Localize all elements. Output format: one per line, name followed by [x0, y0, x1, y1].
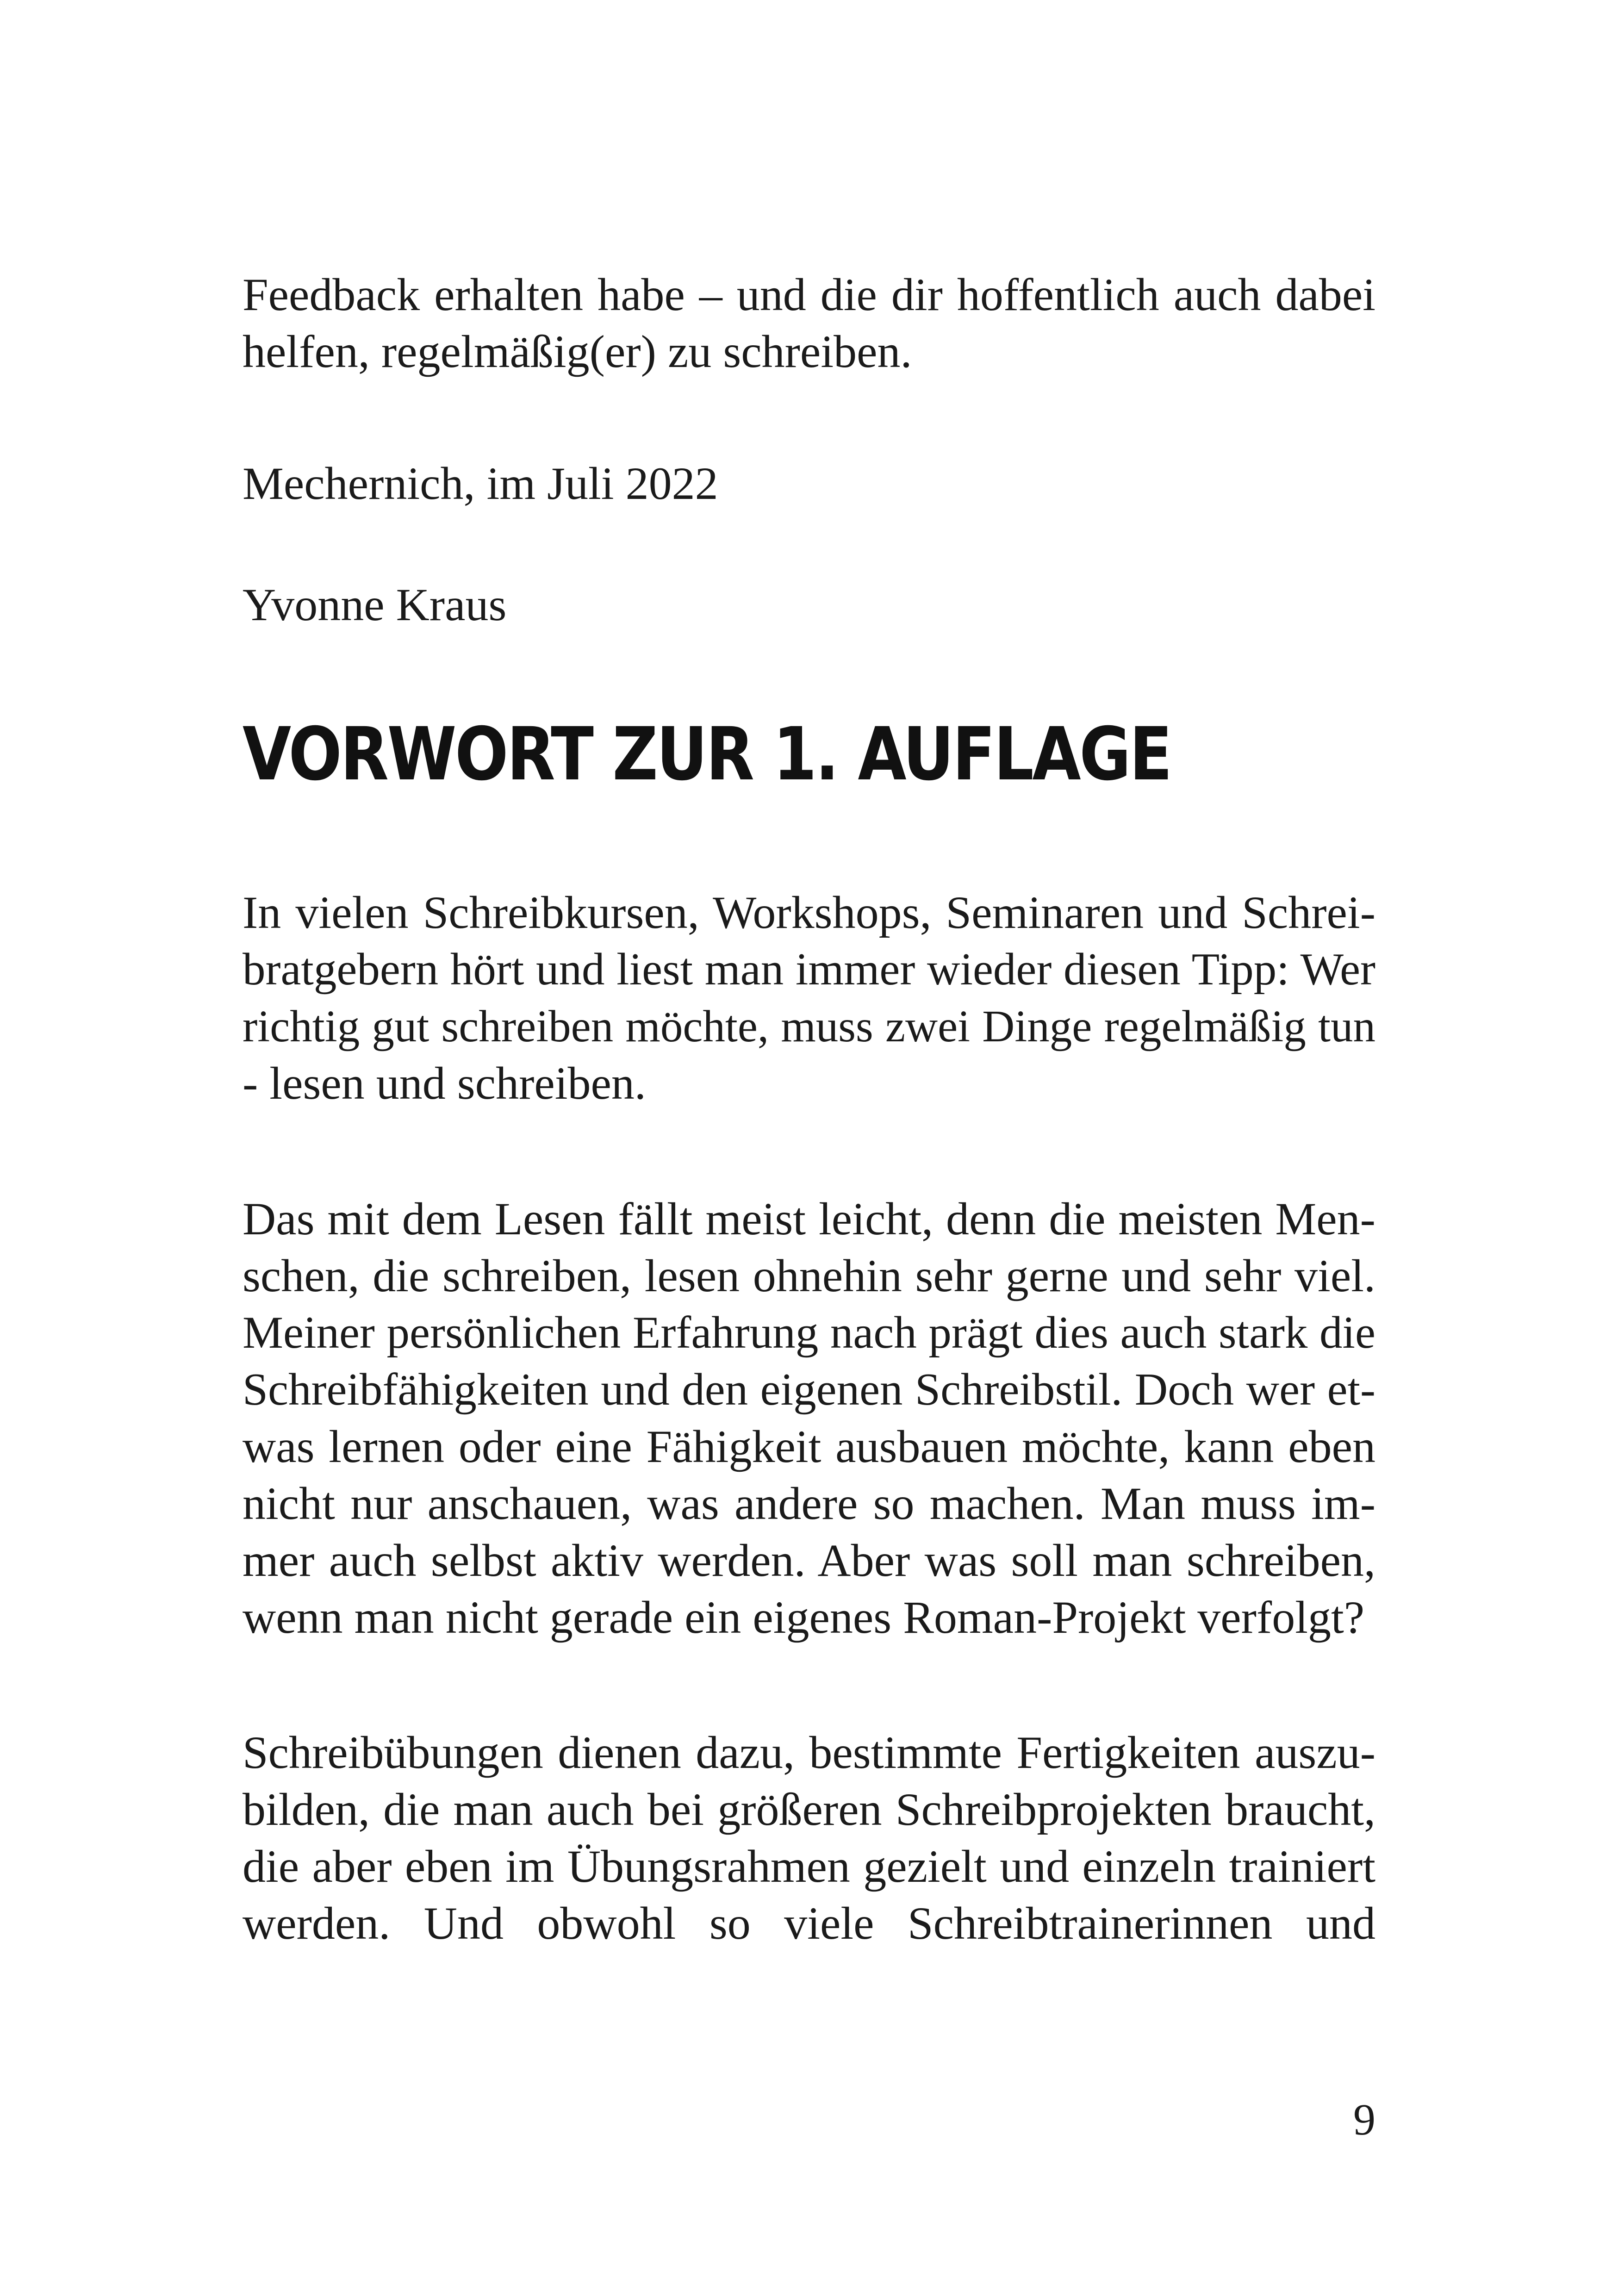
- paragraph-3: [243, 1724, 1375, 1952]
- section-heading: VORWORT ZUR 1. AUFLAGE: [243, 712, 1171, 797]
- place-date: Mechernich, im Juli 2022: [243, 458, 718, 509]
- text-line: was lernen oder eine Fähigkeit ausbauen möchte, kann eben: [243, 1421, 1375, 1472]
- text-line: bratgebern hört und liest man immer wieder diesen Tipp: Wer: [243, 944, 1375, 995]
- paragraph-1: [243, 884, 1375, 1112]
- text-line: - lesen und schreiben.: [243, 1058, 646, 1109]
- paragraph-2: [243, 1190, 1375, 1646]
- text-line: In vielen Schreibkursen, Workshops, Seminaren und Schrei-: [243, 887, 1375, 938]
- text-line: Feedback erhalten habe – und die dir hoffentlich auch dabei: [243, 269, 1375, 320]
- text-line: werden. Und obwohl so viele Schreibtrainerinnen und: [243, 1898, 1375, 1949]
- text-line: richtig gut schreiben möchte, muss zwei Dinge regelmäßig tun: [243, 1002, 1375, 1051]
- text-line: Das mit dem Lesen fällt meist leicht, denn die meisten Men-: [243, 1193, 1375, 1244]
- author-signature: Yvonne Kraus: [243, 579, 507, 630]
- intro-paragraph: [243, 266, 1375, 380]
- text-line: die aber eben im Übungsrahmen gezielt und einzeln trainiert: [243, 1841, 1375, 1892]
- text-line: Schreibfähigkeiten und den eigenen Schreibstil. Doch wer et-: [243, 1364, 1375, 1415]
- text-line: nicht nur anschauen, was andere so machen. Man muss im-: [243, 1478, 1375, 1529]
- page-number: 9: [1353, 2095, 1375, 2144]
- text-line: bilden, die man auch bei größeren Schreibprojekten braucht,: [243, 1784, 1375, 1835]
- text-line: wenn man nicht gerade ein eigenes Roman-Projekt verfolgt?: [243, 1592, 1365, 1643]
- text-line: schen, die schreiben, lesen ohnehin sehr gerne und sehr viel.: [243, 1250, 1375, 1301]
- text-line: Schreibübungen dienen dazu, bestimmte Fertigkeiten auszu-: [243, 1727, 1375, 1778]
- text-line: helfen, regelmäßig(er) zu schreiben.: [243, 326, 912, 377]
- text-line: Meiner persönlichen Erfahrung nach prägt dies auch stark die: [243, 1307, 1375, 1358]
- text-line: mer auch selbst aktiv werden. Aber was soll man schreiben,: [243, 1535, 1375, 1586]
